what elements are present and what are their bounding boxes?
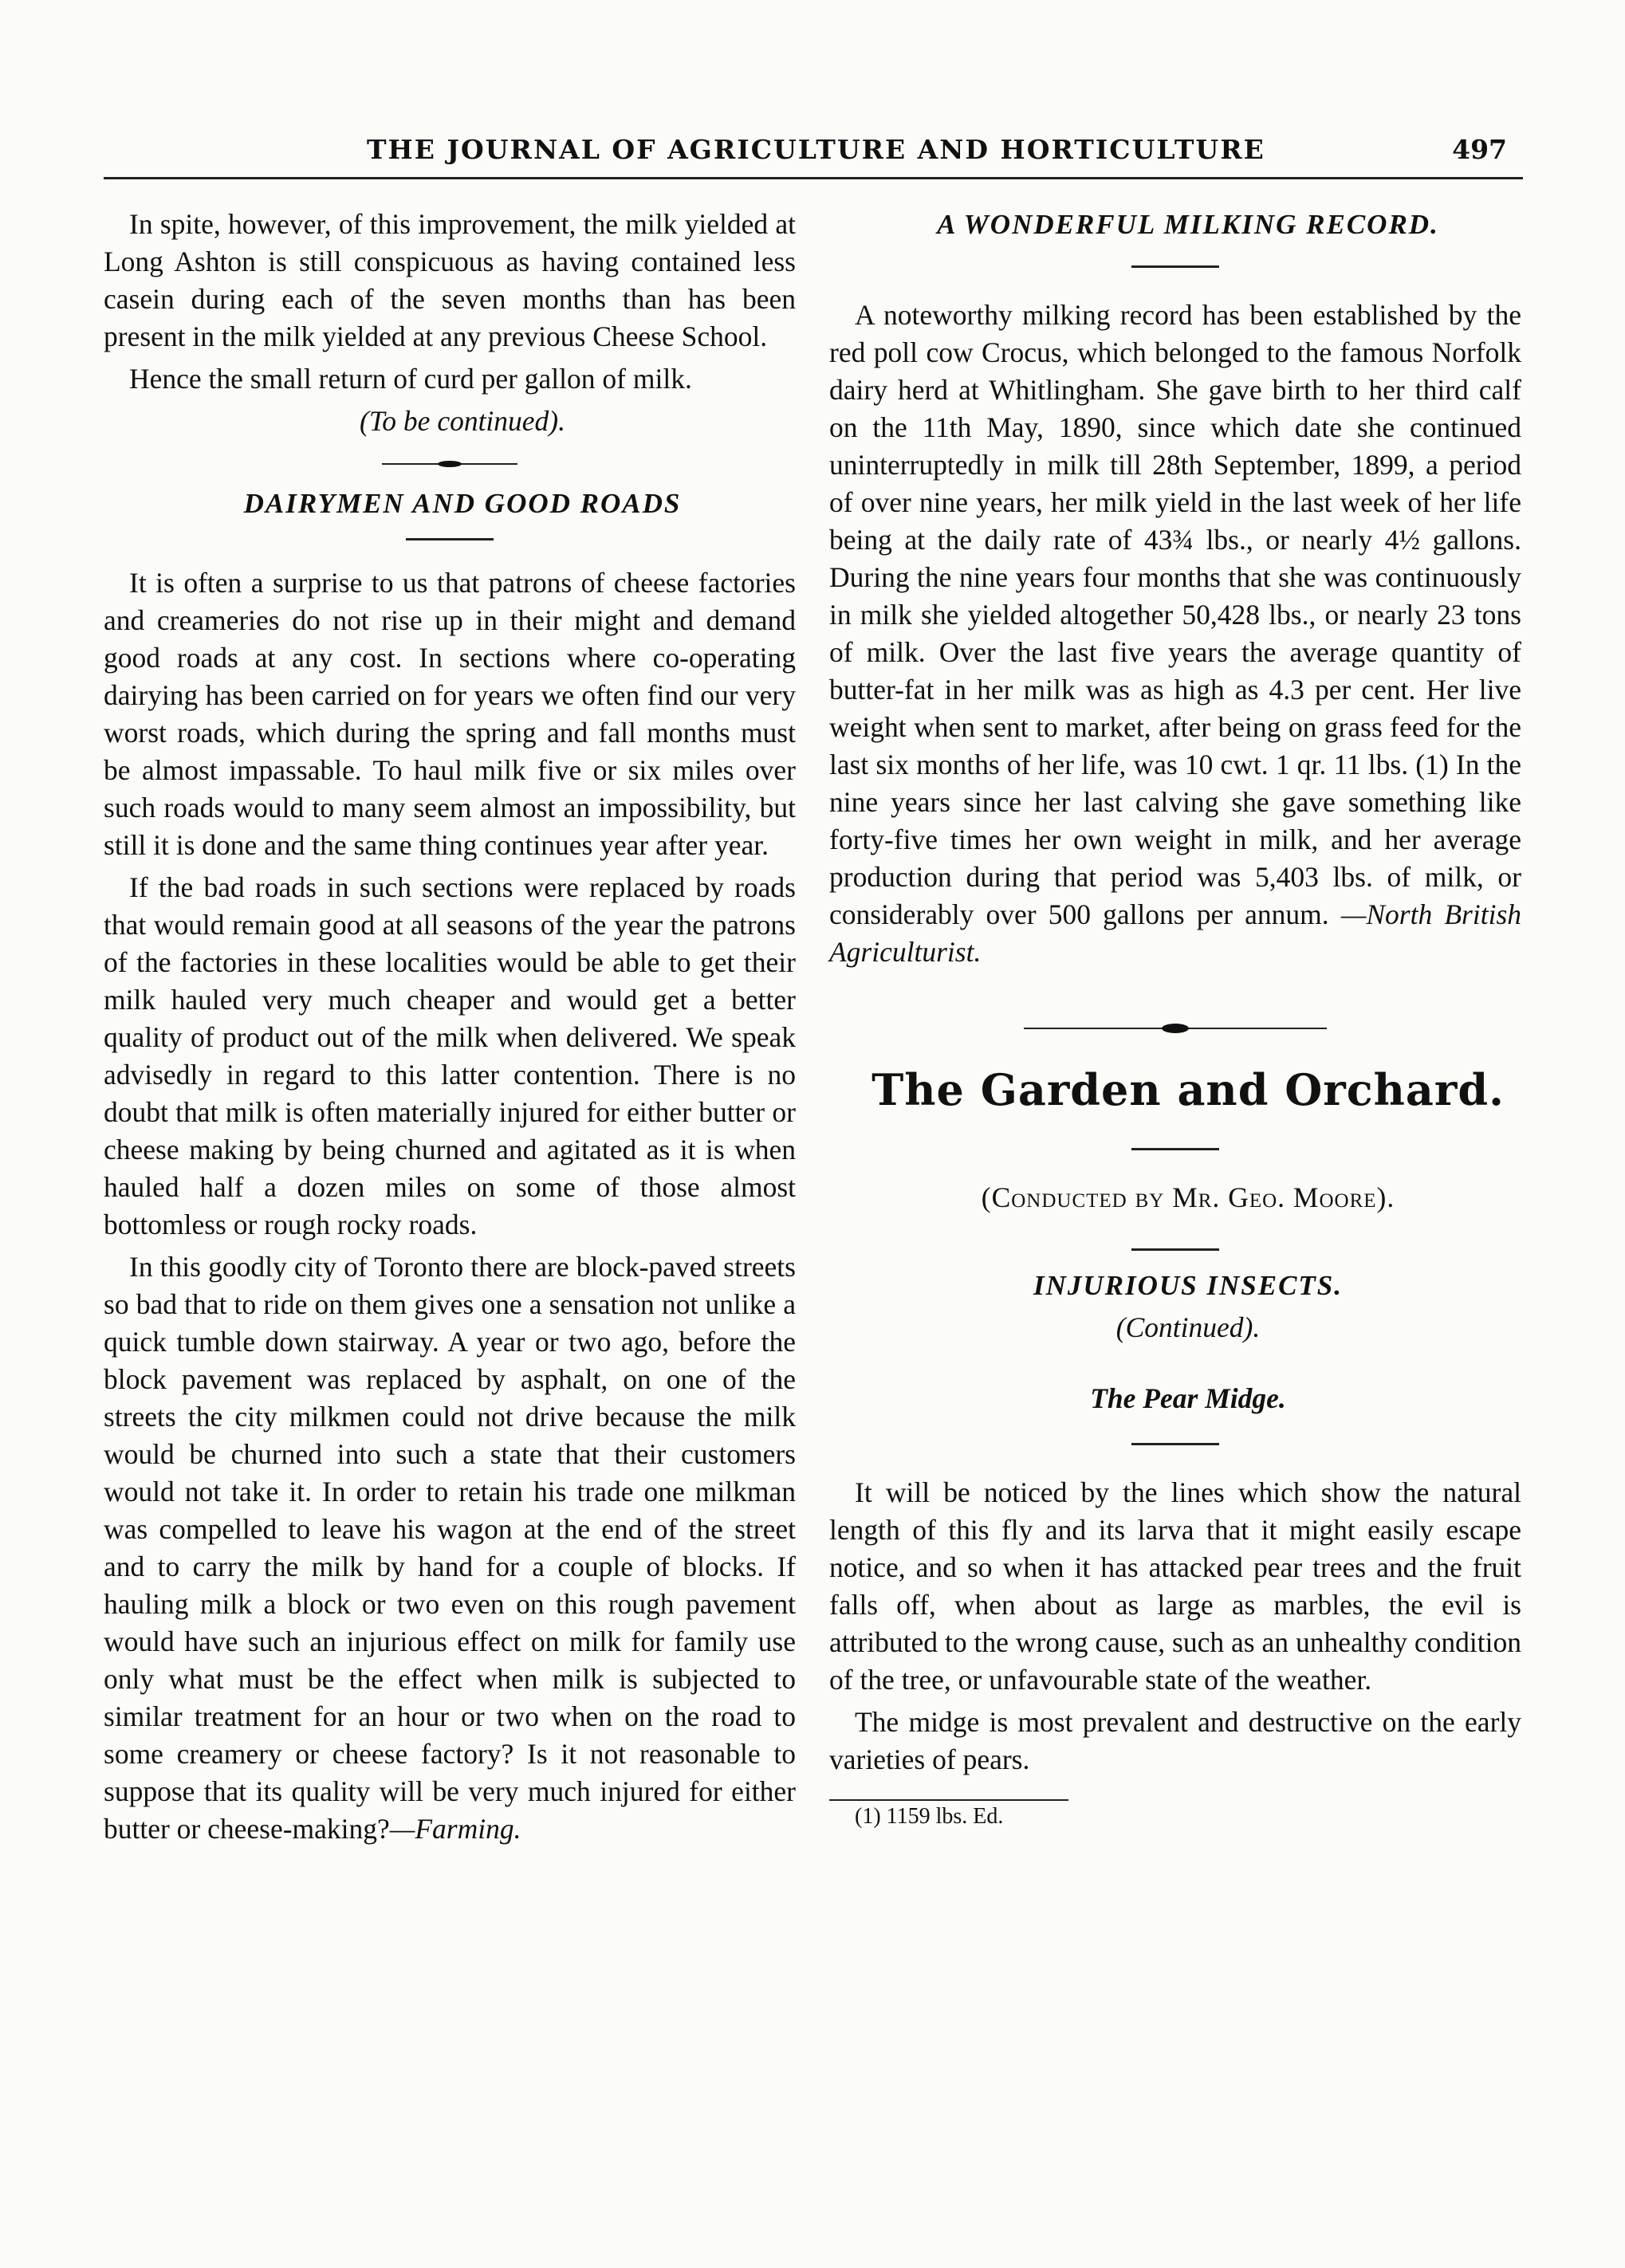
paragraph-text: In this goodly city of Toronto there are block-paved streets so bad that to ride on them gives one a sensation not unlike a quick tumble down stairway. A year or two ago, before the block pavement was replaced by asphalt, on one of the streets the city milkmen could not drive because the milk would be churned into such a state that their customers would not take it. In order to retain his trade one milkman was compelled to leave his wagon at the end of the street and to carry the milk by hand for a couple of blocks. If hauling milk a block or two even on this rough pavement would have such an injurious effect on milk for family use only what must be the effect when milk is subjected to similar treatment for an hour or two when on the road to some creamery or cheese factory? Is it not reasonable to suppose that its quality will be very much injured for either butter or cheese-making?	[104, 1251, 796, 1845]
article-title: A WONDERFUL MILKING RECORD.	[937, 209, 1439, 240]
page-number: 497	[1452, 134, 1507, 165]
running-head	[104, 128, 1523, 175]
article-title: INJURIOUS INSECTS.	[1033, 1270, 1344, 1301]
paragraph: It will be noticed by the lines which show the natural length of this fly and its larva that it might easily escape notice, and so when it has attacked pear trees and the fruit falls off, when about as large as marbles, the evil is attributed to the wrong cause, such as an unhealthy condition of the tree, or unfavourable state of the weather.	[829, 1476, 1521, 1696]
paragraph	[104, 1248, 796, 1848]
paragraph-text: A noteworthy milking record has been established by the red poll cow Crocus, which belonged to the famous Norfolk dairy herd at Whitlingham. She gave birth to her third calf on the 11th May, 1890, since which date she continued uninterruptedly in milk till 28th September, 1899, a period of over nine years, her milk yield in the last week of her life being at the daily rate of 43¾ lbs., or nearly 4½ gallons. During the nine years four months that she was continuously in milk she yielded altogether 50,428 lbs., or nearly 23 tons of milk. Over the last five years the average quantity of butter-fat in her milk was as high as 4.3 per cent. Her live weight when sent to market, after being on grass feed for the last six months of her life, was 10 cwt. 1 qr. 11 lbs. (1) In the nine years since her last calving she gave something like forty-five times her own weight in milk, and her average production during that period was 5,403 lbs. of milk, or considerably over 500 gallons per annum.	[829, 299, 1521, 930]
article-title: DAIRYMEN AND GOOD ROADS	[243, 488, 682, 519]
paragraph: In spite, however, of this improvement, the milk yielded at Long Ashton is still conspicuous as having contained less casein during each of the seven months than has been present in the milk yielded at any previous Cheese School.	[104, 208, 796, 352]
left-column	[104, 206, 796, 1853]
conducted-by: (Conducted by Mr. Geo. Moore).	[981, 1181, 1395, 1213]
paragraph: Hence the small return of curd per gallon of milk.	[129, 363, 692, 395]
to-be-continued: (To be continued).	[360, 405, 565, 437]
paragraph: If the bad roads in such sections were replaced by roads that would remain good at all seasons of the year the patrons of the factories in these localities would be able to get their milk hauled very much cheaper and would get a better quality of product out of the milk when delivered. We speak advisedly in regard to this latter contention. There is no doubt that milk is often materially injured for either butter or cheese making by being churned and agitated as it is when hauled half a dozen miles on some of those almost bottomless or rough rocky roads.	[104, 871, 796, 1240]
paragraph: The midge is most prevalent and destructive on the early varieties of pears.	[829, 1706, 1521, 1775]
paragraph: It is often a surprise to us that patrons of cheese factories and creameries do not rise up in their might and demand good roads at any cost. In sections where co-operating dairying has been carried on for years we often find our very worst roads, which during the spring and fall months must be almost impassable. To haul milk five or six miles over such roads would to many seem almost an impossibility, but still it is done and the same thing continues year after year.	[104, 567, 796, 861]
continued-label: (Continued).	[1115, 1311, 1261, 1343]
running-title: THE JOURNAL OF AGRICULTURE AND HORTICULTURE	[367, 134, 1265, 165]
header-rule	[104, 177, 1523, 179]
subheading: The Pear Midge.	[1090, 1382, 1286, 1414]
ornament-divider	[382, 459, 517, 469]
source-credit: —North British Agriculturist.	[829, 898, 1522, 968]
right-column	[829, 206, 1521, 1838]
ornament-divider	[1024, 1024, 1327, 1033]
footnote: (1) 1159 lbs. Ed.	[855, 1804, 1004, 1829]
paragraph	[829, 297, 1521, 971]
section-title: The Garden and Orchard.	[872, 1064, 1505, 1115]
source-credit: —Farming.	[389, 1813, 521, 1845]
